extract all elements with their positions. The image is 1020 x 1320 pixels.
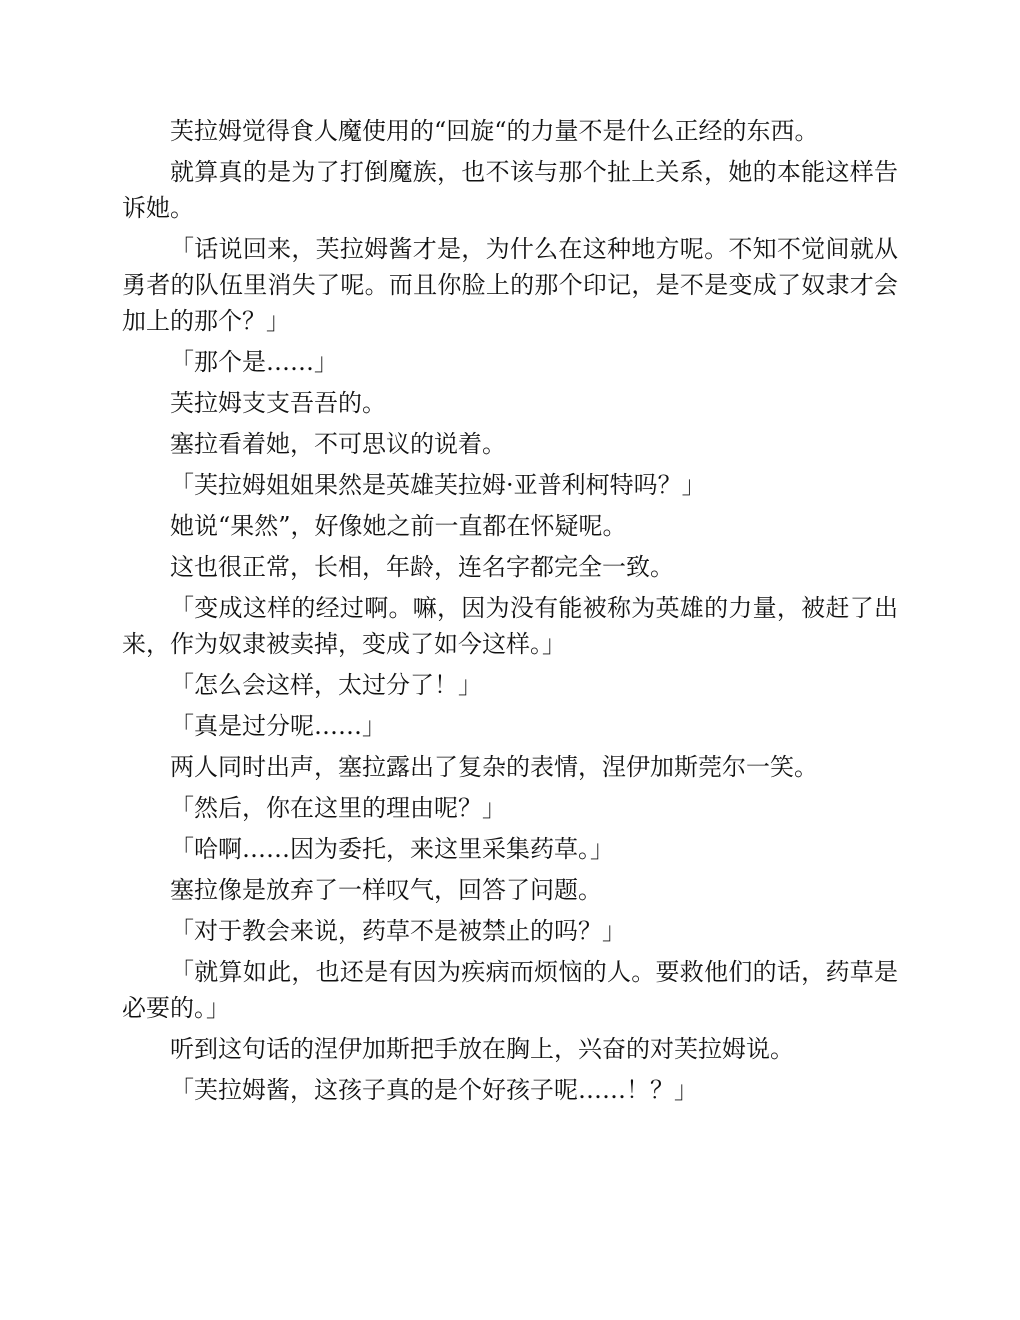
paragraph: 这也很正常，长相，年龄，连名字都完全一致。	[170, 553, 674, 581]
paragraph: 就算真的是为了打倒魔族，也不该与那个扯上关系，她的本能这样告诉她。	[122, 158, 898, 222]
paragraph: 「哈啊……因为委托，来这里采集药草。」	[170, 835, 614, 863]
paragraph: 「然后，你在这里的理由呢？」	[170, 794, 506, 822]
paragraph: 「真是过分呢……」	[170, 712, 386, 740]
paragraph: 「话说回来，芙拉姆酱才是，为什么在这种地方呢。不知不觉间就从勇者的队伍里消失了呢。而且你脸上的那个印记，是不是变成了奴隶才会加上的那个？」	[122, 235, 898, 335]
paragraph: 芙拉姆支支吾吾的。	[170, 389, 386, 417]
paragraph: 「就算如此，也还是有因为疾病而烦恼的人。要救他们的话，药草是必要的。」	[122, 958, 898, 1022]
paragraph: 「变成这样的经过啊。嘛，因为没有能被称为英雄的力量，被赶了出来，作为奴隶被卖掉，变成了如今这样。」	[122, 594, 898, 658]
paragraph: 「芙拉姆姐姐果然是英雄芙拉姆·亚普利柯特吗？」	[170, 471, 706, 499]
paragraph: 塞拉像是放弃了一样叹气，回答了问题。	[170, 876, 602, 904]
paragraph: 「那个是……」	[170, 348, 338, 376]
paragraph: 「对于教会来说，药草不是被禁止的吗？」	[170, 917, 626, 945]
paragraph: 芙拉姆觉得食人魔使用的“回旋“的力量不是什么正经的东西。	[170, 117, 819, 145]
paragraph: 两人同时出声，塞拉露出了复杂的表情，涅伊加斯莞尔一笑。	[170, 753, 818, 781]
paragraph: 听到这句话的涅伊加斯把手放在胸上，兴奋的对芙拉姆说。	[170, 1035, 794, 1063]
paragraph: 她说“果然”，好像她之前一直都在怀疑呢。	[170, 512, 627, 540]
document-page	[122, 113, 898, 1113]
paragraph: 塞拉看着她，不可思议的说着。	[170, 430, 506, 458]
paragraph: 「怎么会这样，太过分了！」	[170, 671, 482, 699]
paragraph: 「芙拉姆酱，这孩子真的是个好孩子呢……！？」	[170, 1076, 698, 1104]
